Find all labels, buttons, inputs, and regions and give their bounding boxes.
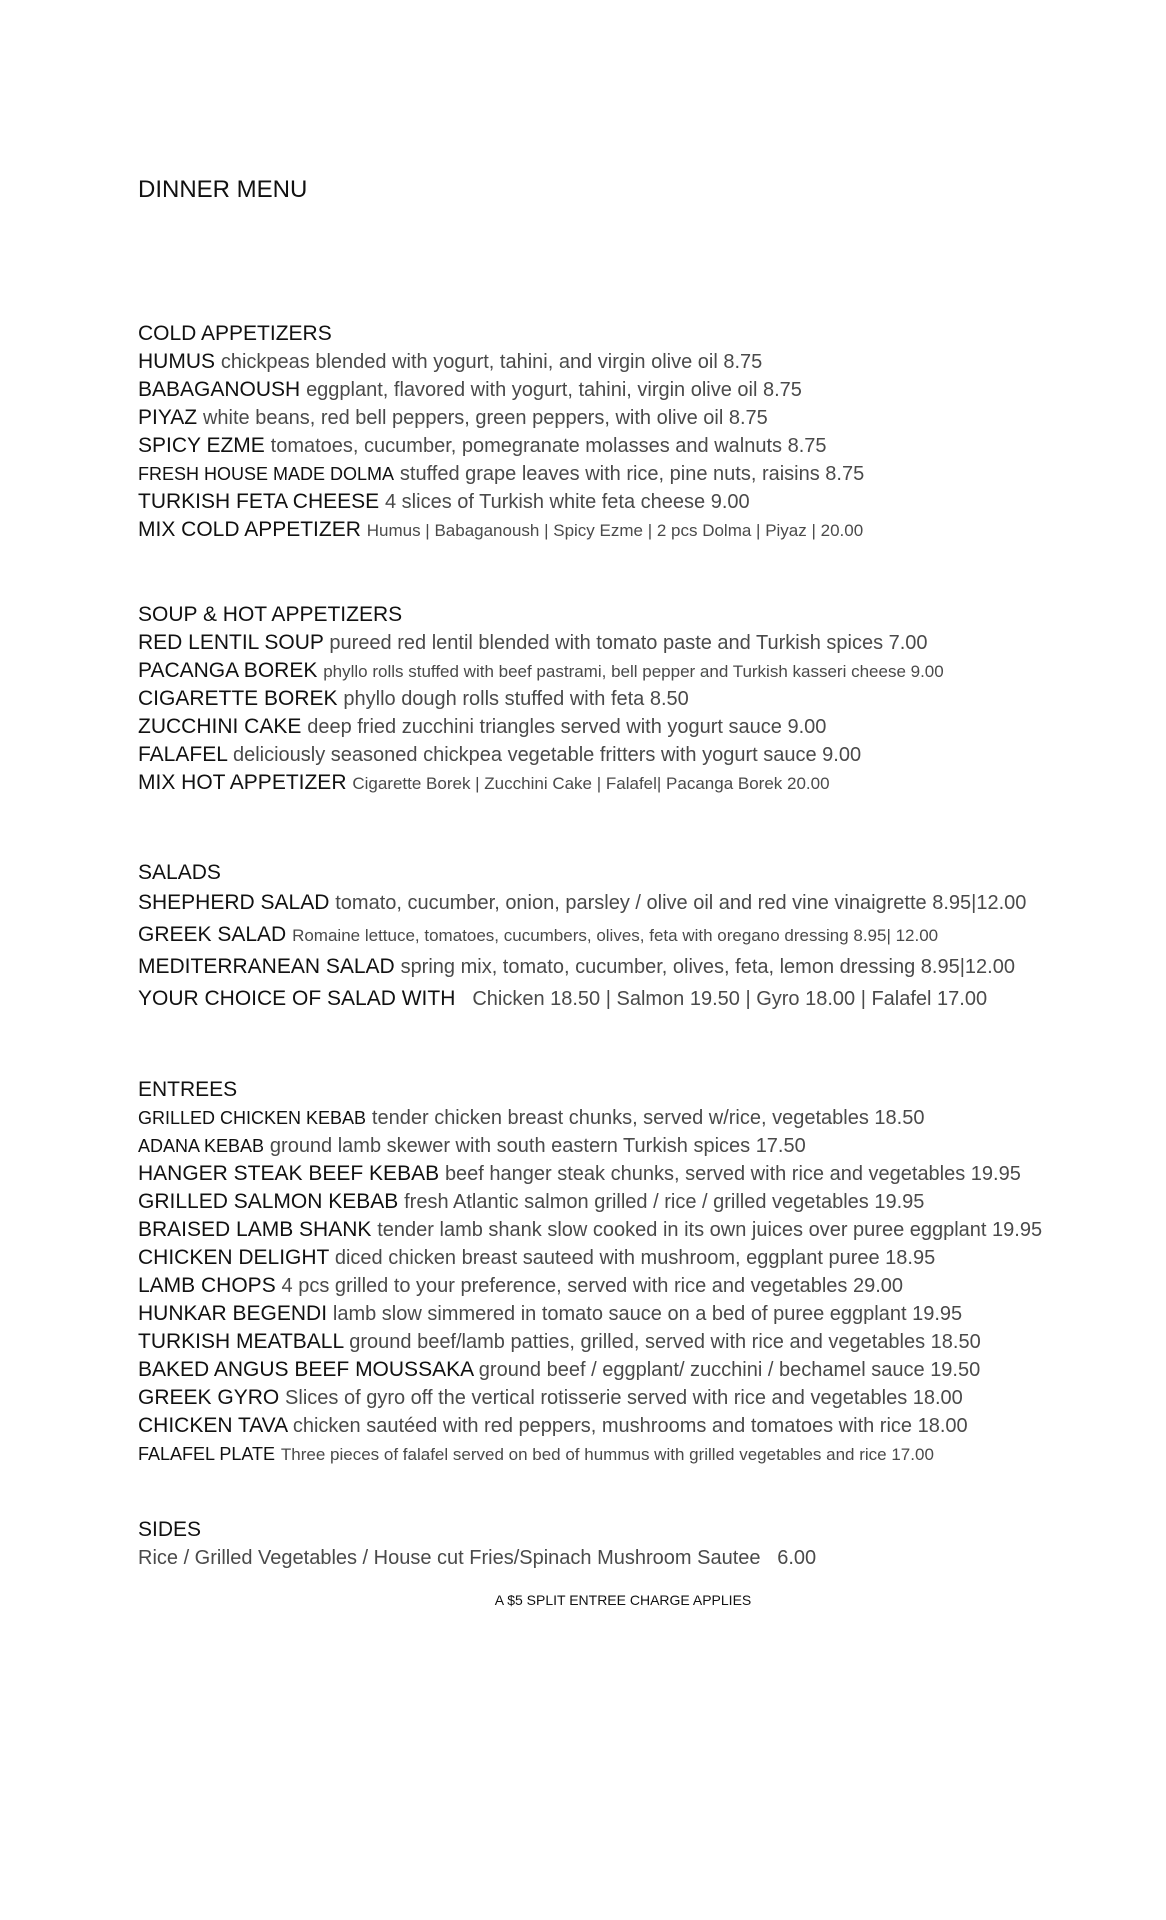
item-description: ground beef/lamb patties, grilled, served with rice and vegetables 18.50 <box>349 1331 981 1353</box>
menu-item <box>138 769 1128 797</box>
item-description: tender lamb shank slow cooked in its own juices over puree eggplant 19.95 <box>377 1219 1043 1241</box>
menu-item <box>138 685 1128 713</box>
menu-item <box>138 404 1128 432</box>
item-name: PIYAZ <box>138 406 198 429</box>
item-description: Three pieces of falafel served on bed of hummus with grilled vegetables and rice 17.00 <box>280 1445 934 1464</box>
item-description: ground lamb skewer with south eastern Turkish spices 17.50 <box>269 1135 806 1157</box>
item-description: stuffed grape leaves with rice, pine nuts, raisins 8.75 <box>399 463 865 485</box>
item-description: deliciously seasoned chickpea vegetable fritters with yogurt sauce 9.00 <box>232 744 862 766</box>
item-description: beef hanger steak chunks, served with rice and vegetables 19.95 <box>444 1163 1021 1185</box>
item-name: CHICKEN TAVA <box>138 1414 287 1437</box>
item-name: MIX COLD APPETIZER <box>138 518 361 541</box>
menu-item <box>138 951 1128 983</box>
item-description: tomatoes, cucumber, pomegranate molasses and walnuts 8.75 <box>270 435 827 457</box>
item-name: GRILLED CHICKEN KEBAB <box>138 1108 367 1128</box>
item-name: HUMUS <box>138 350 215 373</box>
page-title: DINNER MENU <box>138 176 308 203</box>
item-name: SPICY EZME <box>138 434 265 457</box>
menu-item <box>138 657 1128 685</box>
menu-item <box>138 741 1128 769</box>
item-name: PACANGA BOREK <box>138 659 318 682</box>
item-name: TURKISH FETA CHEESE <box>138 490 380 513</box>
menu-item <box>138 376 1128 404</box>
menu-item <box>138 1328 1128 1356</box>
item-description: tomato, cucumber, onion, parsley / olive oil and red vine vinaigrette 8.95|12.00 <box>335 892 1027 914</box>
menu-item <box>138 629 1128 657</box>
item-name: MEDITERRANEAN SALAD <box>138 955 395 978</box>
item-name: FRESH HOUSE MADE DOLMA <box>138 464 395 484</box>
item-name: LAMB CHOPS <box>138 1274 276 1297</box>
menu-item <box>138 432 1128 460</box>
item-name: GREEK GYRO <box>138 1386 280 1409</box>
menu-item <box>138 887 1128 919</box>
item-name: RED LENTIL SOUP <box>138 631 324 654</box>
item-description: deep fried zucchini triangles served with yogurt sauce 9.00 <box>307 716 827 738</box>
item-name: TURKISH MEATBALL <box>138 1330 344 1353</box>
item-description: eggplant, flavored with yogurt, tahini, virgin olive oil 8.75 <box>306 379 802 401</box>
item-description: tender chicken breast chunks, served w/rice, vegetables 18.50 <box>371 1107 925 1129</box>
menu-item <box>138 1356 1128 1384</box>
menu-item <box>138 1300 1128 1328</box>
item-description: 4 slices of Turkish white feta cheese 9.00 <box>385 491 750 513</box>
item-name: CIGARETTE BOREK <box>138 687 338 710</box>
split-charge-note: A $5 SPLIT ENTREE CHARGE APPLIES <box>494 1592 752 1608</box>
item-name: FALAFEL PLATE <box>138 1444 276 1464</box>
menu-item <box>138 516 1128 544</box>
item-name: GREEK SALAD <box>138 923 287 946</box>
salads-section <box>138 859 1128 1015</box>
sides-list: Rice / Grilled Vegetables / House cut Fries/Spinach Mushroom Sautee 6.00 <box>138 1547 817 1569</box>
menu-item <box>138 919 1128 951</box>
item-name: HANGER STEAK BEEF KEBAB <box>138 1162 440 1185</box>
item-name: SHEPHERD SALAD <box>138 891 330 914</box>
section-heading: SIDES <box>138 1518 202 1541</box>
item-description: lamb slow simmered in tomato sauce on a bed of puree eggplant 19.95 <box>332 1303 963 1325</box>
item-description: phyllo rolls stuffed with beef pastrami, bell pepper and Turkish kasseri cheese 9.00 <box>323 662 944 681</box>
menu-item <box>138 488 1128 516</box>
item-description: white beans, red bell peppers, green peppers, with olive oil 8.75 <box>202 407 768 429</box>
item-description: chicken sautéed with red peppers, mushrooms and tomatoes with rice 18.00 <box>292 1415 968 1437</box>
menu-item <box>138 983 1128 1015</box>
item-name: YOUR CHOICE OF SALAD WITH <box>138 987 456 1010</box>
section-heading: SOUP & HOT APPETIZERS <box>138 603 403 626</box>
menu-item <box>138 1384 1128 1412</box>
menu-item <box>138 713 1128 741</box>
menu-item <box>138 1244 1128 1272</box>
section-heading: COLD APPETIZERS <box>138 322 332 345</box>
menu-item <box>138 1440 1128 1468</box>
item-name: HUNKAR BEGENDI <box>138 1302 328 1325</box>
menu-item <box>138 1160 1128 1188</box>
item-name: GRILLED SALMON KEBAB <box>138 1190 399 1213</box>
item-description: chickpeas blended with yogurt, tahini, and virgin olive oil 8.75 <box>220 351 763 373</box>
sides-section <box>138 1516 1128 1572</box>
item-description: ground beef / eggplant/ zucchini / bechamel sauce 19.50 <box>478 1359 981 1381</box>
item-name: BABAGANOUSH <box>138 378 301 401</box>
item-description: 4 pcs grilled to your preference, served with rice and vegetables 29.00 <box>281 1275 904 1297</box>
item-description: Humus | Babaganoush | Spicy Ezme | 2 pcs Dolma | Piyaz | 20.00 <box>366 521 864 540</box>
item-description: pureed red lentil blended with tomato paste and Turkish spices 7.00 <box>329 632 928 654</box>
item-name: BRAISED LAMB SHANK <box>138 1218 372 1241</box>
menu-item <box>138 1132 1128 1160</box>
item-name: BAKED ANGUS BEEF MOUSSAKA <box>138 1358 473 1381</box>
section-heading: ENTREES <box>138 1078 238 1101</box>
cold-appetizers-section <box>138 320 1128 544</box>
menu-item <box>138 348 1128 376</box>
menu-item <box>138 1272 1128 1300</box>
item-name: ZUCCHINI CAKE <box>138 715 302 738</box>
item-name: ADANA KEBAB <box>138 1136 265 1156</box>
menu-item <box>138 1104 1128 1132</box>
item-description: Slices of gyro off the vertical rotisserie served with rice and vegetables 18.00 <box>285 1387 963 1409</box>
item-name: MIX HOT APPETIZER <box>138 771 347 794</box>
item-description: spring mix, tomato, cucumber, olives, feta, lemon dressing 8.95|12.00 <box>400 956 1015 978</box>
item-description: Romaine lettuce, tomatoes, cucumbers, olives, feta with oregano dressing 8.95| 12.00 <box>292 926 939 945</box>
item-description: phyllo dough rolls stuffed with feta 8.50 <box>343 688 689 710</box>
item-description: Cigarette Borek | Zucchini Cake | Falafel| Pacanga Borek 20.00 <box>352 774 830 793</box>
item-description: Chicken 18.50 | Salmon 19.50 | Gyro 18.00 | Falafel 17.00 <box>461 988 988 1010</box>
menu-item <box>138 1216 1128 1244</box>
item-name: FALAFEL <box>138 743 228 766</box>
item-description: fresh Atlantic salmon grilled / rice / grilled vegetables 19.95 <box>404 1191 925 1213</box>
item-name: CHICKEN DELIGHT <box>138 1246 329 1269</box>
menu-item <box>138 1412 1128 1440</box>
entrees-section <box>138 1076 1128 1468</box>
menu-item <box>138 460 1128 488</box>
menu-item <box>138 1188 1128 1216</box>
soup-hot-appetizers-section <box>138 601 1128 797</box>
section-heading: SALADS <box>138 861 221 884</box>
item-description: diced chicken breast sauteed with mushroom, eggplant puree 18.95 <box>334 1247 936 1269</box>
